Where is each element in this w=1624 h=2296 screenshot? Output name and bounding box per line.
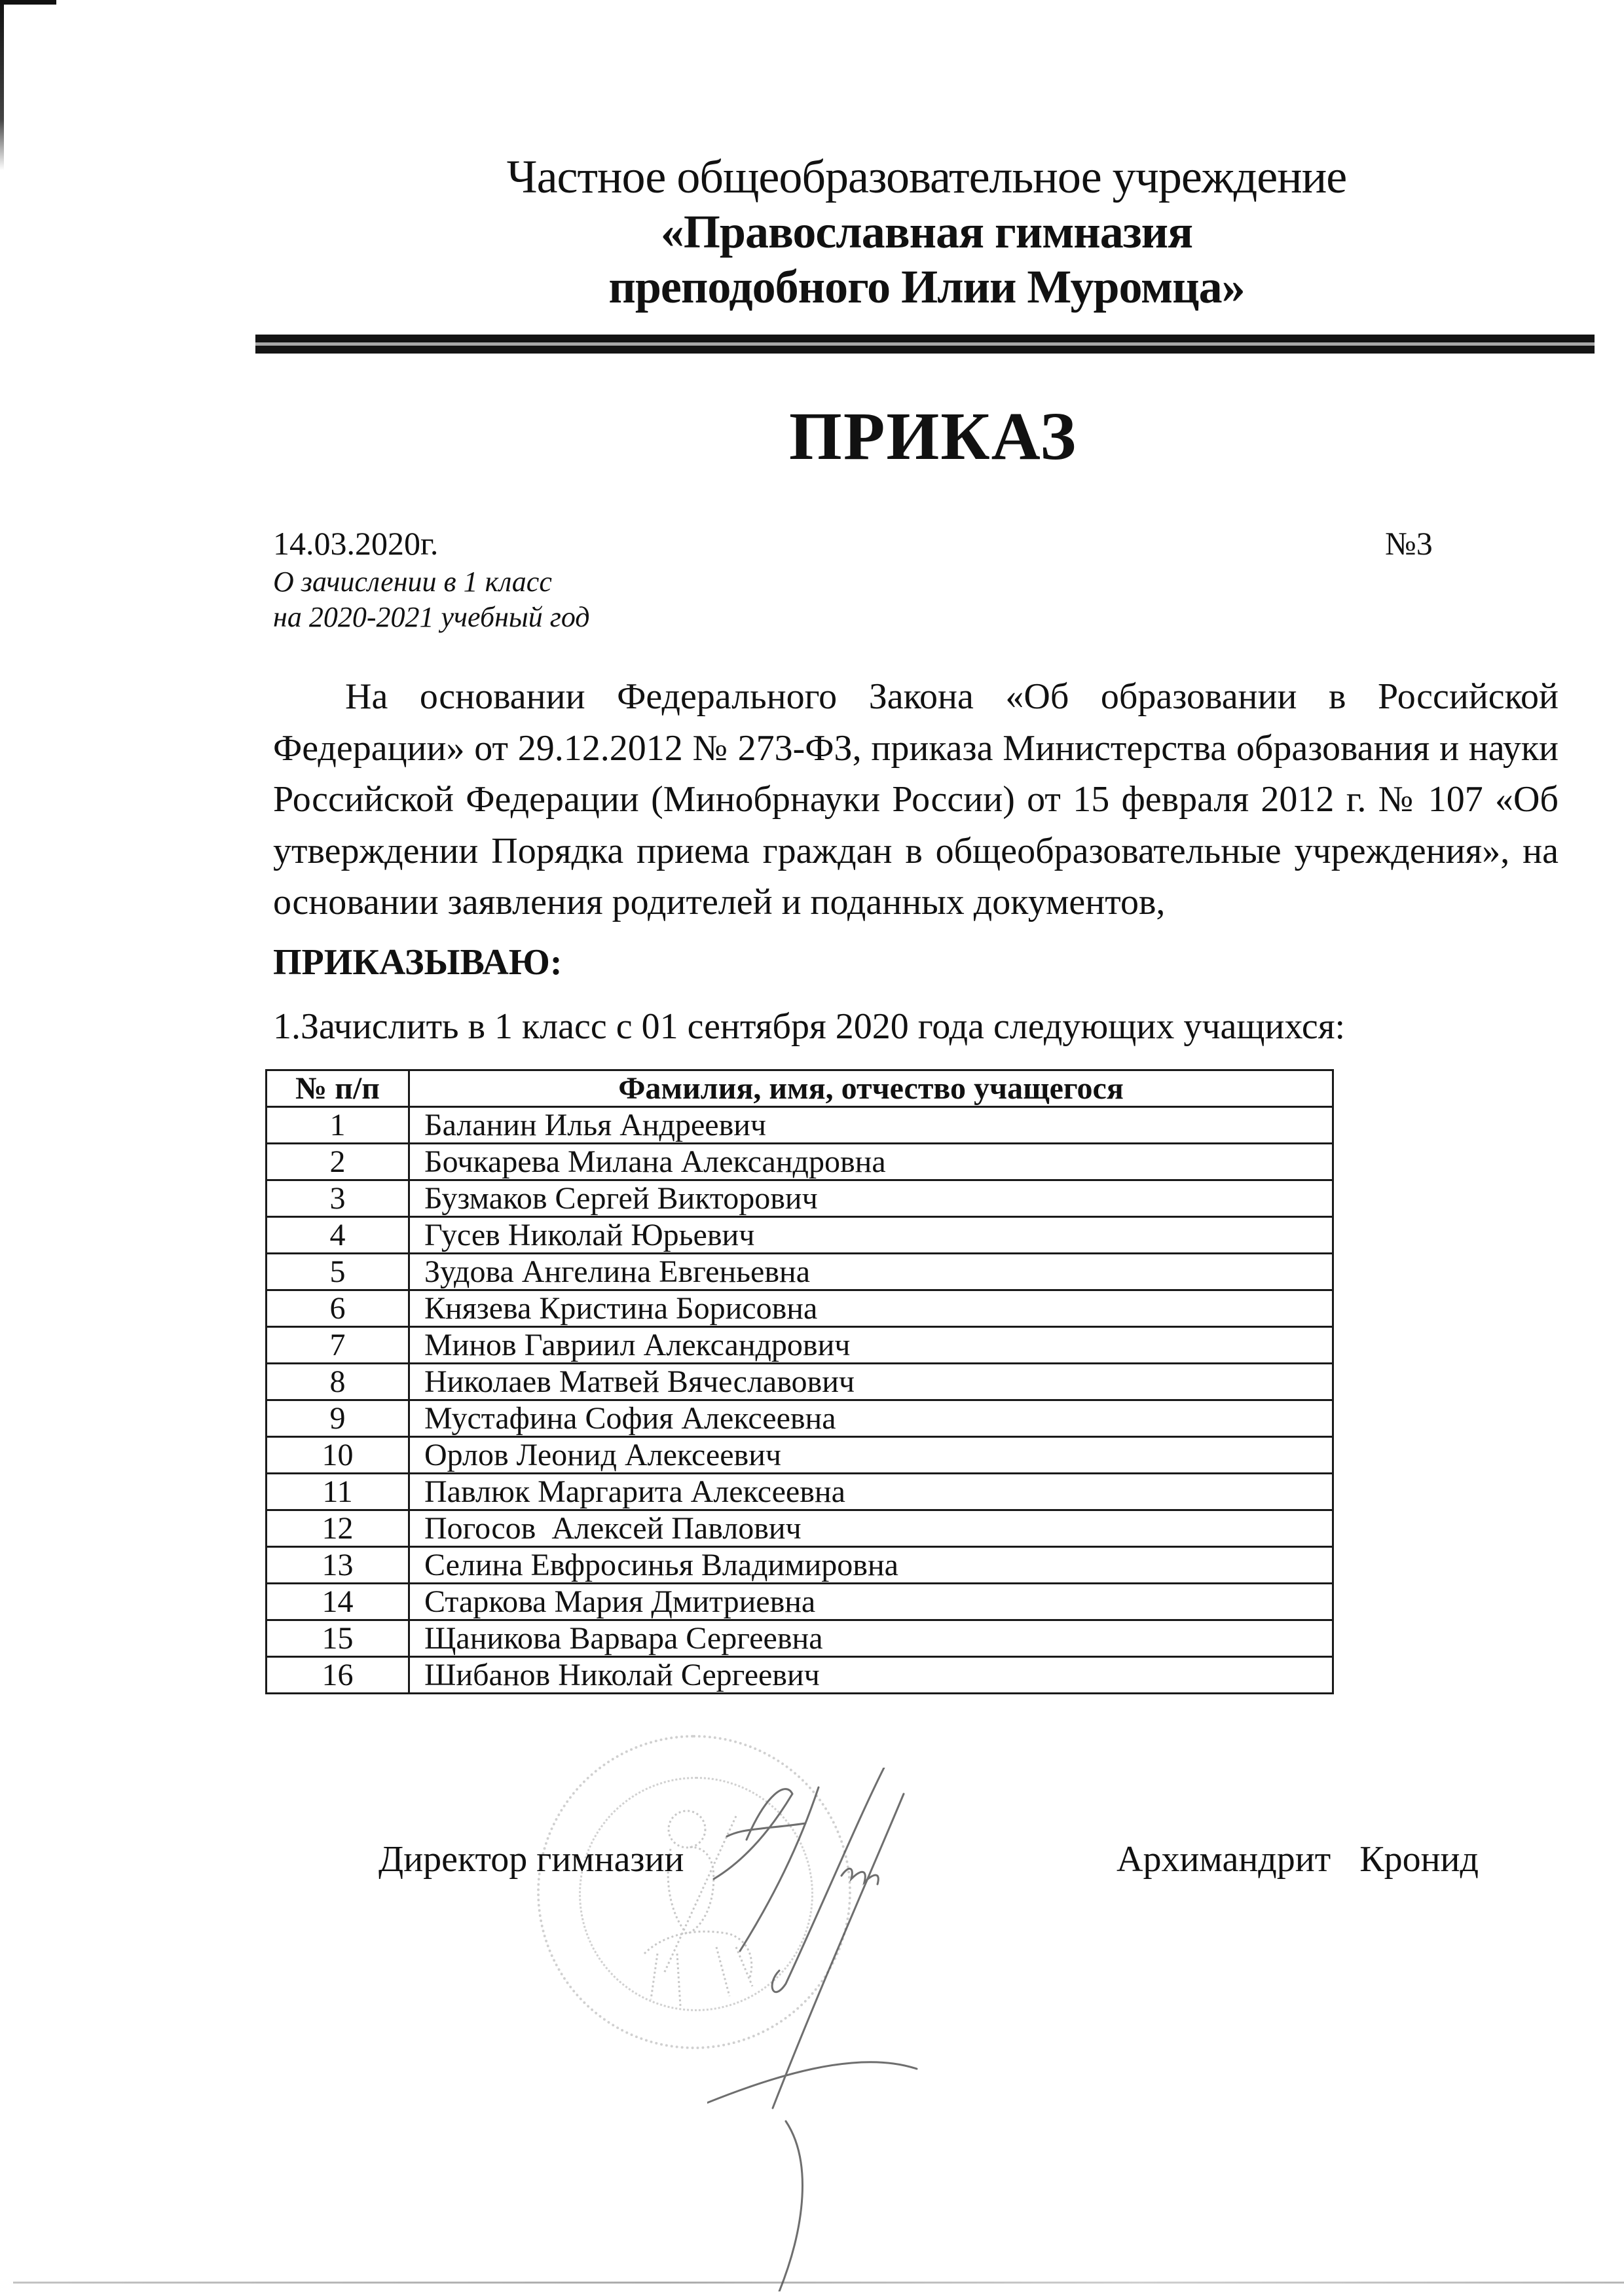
table-row: [267, 1620, 1333, 1657]
row-number: 2: [267, 1144, 409, 1180]
row-number: 16: [267, 1657, 409, 1694]
table-row: [267, 1510, 1333, 1547]
letterhead-line-3: преподобного Илии Муромца»: [608, 261, 1245, 313]
table-row: [267, 1327, 1333, 1364]
scan-edge-left: [0, 0, 4, 170]
document-date: 14.03.2020г.: [273, 525, 439, 562]
clause-1: 1.Зачислить в 1 класс с 01 сентября 2020 года следующих учащихся:: [273, 1006, 1346, 1047]
table-row: [267, 1254, 1333, 1290]
students-table: [265, 1069, 1334, 1694]
row-number: 10: [267, 1437, 409, 1474]
document-number: №3: [1385, 525, 1433, 562]
letterhead-divider: [255, 335, 1595, 354]
row-number: 9: [267, 1400, 409, 1437]
student-name: Бузмаков Сергей Викторович: [409, 1180, 1333, 1217]
column-header-number: № п/п: [267, 1070, 409, 1107]
table-row: [267, 1144, 1333, 1180]
scan-edge-top: [0, 0, 56, 5]
row-number: 1: [267, 1107, 409, 1144]
table-row: [267, 1474, 1333, 1510]
row-number: 6: [267, 1290, 409, 1327]
student-name: Павлюк Маргарита Алексеевна: [409, 1474, 1333, 1510]
student-name: Орлов Леонид Алексеевич: [409, 1437, 1333, 1474]
row-number: 13: [267, 1547, 409, 1584]
row-number: 4: [267, 1217, 409, 1254]
student-name: Баланин Илья Андреевич: [409, 1107, 1333, 1144]
student-name: Шибанов Николай Сергеевич: [409, 1657, 1333, 1694]
letterhead-line-2: «Православная гимназия: [660, 206, 1193, 258]
signatory-name: Архимандрит Кронид: [1116, 1839, 1479, 1880]
subject-line-1: О зачислении в 1 класс: [273, 566, 552, 598]
table-row: [267, 1400, 1333, 1437]
student-name: Мустафина София Алексеевна: [409, 1400, 1333, 1437]
table-row: [267, 1584, 1333, 1620]
order-heading: ПРИКАЗЫВАЮ:: [273, 942, 563, 983]
preamble-paragraph: На основании Федерального Закона «Об образовании в Российской Федерации» от 29.12.2012 № 273-ФЗ, приказа Министерства образования и науки Российской Федерации (Минобрнауки России) от 15 февраля 2012 г. № 107 «Об утверждении Порядка приема граждан в общеобразовательные учреждения», на основании заявления родителей и поданных документов,: [273, 676, 1559, 922]
letterhead: [0, 149, 1624, 314]
row-number: 15: [267, 1620, 409, 1657]
row-number: 7: [267, 1327, 409, 1364]
table-header-row: [267, 1070, 1333, 1107]
row-number: 12: [267, 1510, 409, 1547]
row-number: 8: [267, 1364, 409, 1400]
table-row: [267, 1657, 1333, 1694]
student-name: Минов Гавриил Александрович: [409, 1327, 1333, 1364]
student-name: Бочкарева Милана Александровна: [409, 1144, 1333, 1180]
student-name: Селина Евфросинья Владимировна: [409, 1547, 1333, 1584]
table-row: [267, 1437, 1333, 1474]
row-number: 5: [267, 1254, 409, 1290]
table-row: [267, 1180, 1333, 1217]
student-name: Князева Кристина Борисовна: [409, 1290, 1333, 1327]
signature-icon: [707, 1768, 1166, 2291]
student-name: Погосов Алексей Павлович: [409, 1510, 1333, 1547]
table-row: [267, 1217, 1333, 1254]
document-subject: [273, 564, 590, 635]
row-number: 14: [267, 1584, 409, 1620]
student-name: Старкова Мария Дмитриевна: [409, 1584, 1333, 1620]
document-title: ПРИКАЗ: [788, 399, 1078, 474]
table-row: [267, 1364, 1333, 1400]
subject-line-2: на 2020-2021 учебный год: [273, 601, 590, 633]
row-number: 3: [267, 1180, 409, 1217]
student-name: Зудова Ангелина Евгеньевна: [409, 1254, 1333, 1290]
table-row: [267, 1107, 1333, 1144]
signatory-role: Директор гимназии: [378, 1839, 684, 1880]
student-name: Николаев Матвей Вячеславович: [409, 1364, 1333, 1400]
column-header-name: Фамилия, имя, отчество учащегося: [409, 1070, 1333, 1107]
student-name: Щаникова Варвара Сергеевна: [409, 1620, 1333, 1657]
table-row: [267, 1290, 1333, 1327]
row-number: 11: [267, 1474, 409, 1510]
letterhead-line-1: Частное общеобразовательное учреждение: [506, 151, 1347, 203]
student-name: Гусев Николай Юрьевич: [409, 1217, 1333, 1254]
table-row: [267, 1547, 1333, 1584]
